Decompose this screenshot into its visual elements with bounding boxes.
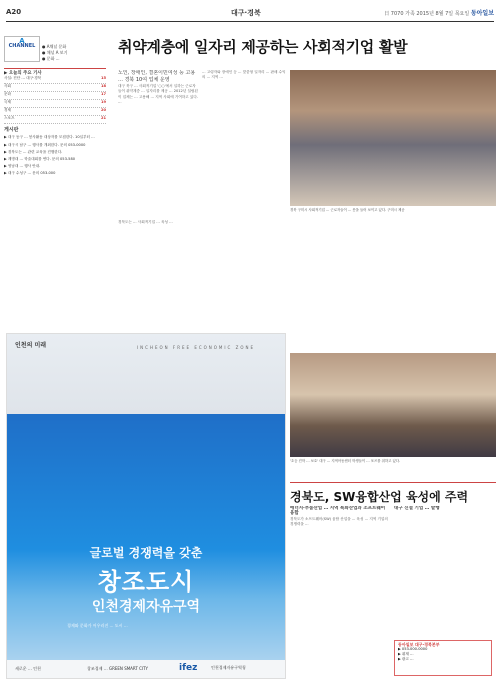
ad-main-title: 창조도시	[97, 568, 195, 596]
article-text: 대구 북구 … 사회적기업 '○○'에서 일하는 근로자들이 취약계층 … 일자리를 제공 … 2012년 설립된 이 업체는 … 고용해 … 지역 사회에 기여하고 있다. …	[118, 84, 198, 105]
channel-item: ● 채널 A 보기	[42, 50, 68, 55]
notice-item: ▶ 대구 동구 … 봉사활동 대상자를 모집한다. 10일부터 …	[4, 135, 95, 140]
photo-caption-2: '초등 진학 … 보호' 대구 … 지역아동센터 학생들이 … 포즈를 취하고 있다.	[290, 459, 401, 463]
article-column-3	[290, 506, 388, 676]
article-lead: 노인, 장애인, 결혼이민여성 등 고용 … 경북 10여 업체 운영	[118, 70, 196, 83]
ad-footer-text: 새로운 … 인천	[15, 666, 41, 671]
article-text: 경북도가 소프트웨어(SW) 융합 산업을 … 육성 … 지역 기업의 경쟁력을 …	[290, 516, 388, 527]
table-of-contents	[4, 68, 106, 124]
page-header	[6, 8, 494, 20]
page-number: A20	[6, 8, 22, 16]
contact-line: ▶ 053-000-0000	[398, 647, 428, 651]
notice-item: ▶ 계명대 … 학술대회를 연다. 문의 053-580	[4, 157, 76, 162]
photo-caption: 경북 구미시 사회적기업 … 근로자들이 … 옷을 들어 보이고 있다. 구미시 제공	[290, 208, 405, 212]
toc-row[interactable]: 스포츠 21	[4, 116, 106, 124]
article-photo	[290, 70, 496, 206]
channel-logo-mark: A	[19, 37, 25, 45]
notice-item: ▶ 경북도는 … 관련 교육을 진행한다.	[4, 149, 63, 154]
ad-footer-slogan: 창조경제 … GREEN SMART CITY	[87, 666, 148, 671]
notice-item: ▶ 영남대 … 행사 안내.	[4, 164, 41, 169]
channel-list	[42, 44, 68, 62]
sidebar	[4, 36, 106, 318]
header-meta	[384, 8, 494, 17]
ad-footer	[7, 660, 285, 678]
contact-box	[394, 640, 492, 676]
article-text: … 고령자와 장애인 등 … 맞춤형 일자리 … 판매 수익의 … 지역 …	[202, 70, 286, 80]
notice-item: ▶ 대구 수성구 … 문의 053-000	[4, 171, 56, 176]
channel-item: ● A채널 문화	[42, 44, 67, 49]
toc-row[interactable]: 국제 19	[4, 100, 106, 108]
ad-logo: 인천의 미래	[15, 342, 47, 349]
article-column-4	[394, 506, 492, 636]
article-column-1	[118, 70, 198, 210]
ifez-logo: ifez	[179, 663, 198, 673]
advertisement[interactable]	[6, 333, 286, 679]
toc-row[interactable]: 사설: 진단 … 대구·경북 15	[4, 76, 106, 84]
header-divider	[6, 21, 494, 22]
article-text: 경북도는 … 사회적기업 … 육성 …	[118, 220, 173, 224]
notice-title: 게시판	[4, 127, 19, 134]
notice-item: ▶ 대구시 남구 … 행사를 개최한다. 문의 053-0000	[4, 142, 86, 147]
toc-title: ▶ 오늘의 주요 기사	[4, 71, 42, 76]
article-subhead-2: 대구 신설 기업 … 발행	[394, 506, 440, 511]
channel-item: ● 문화 ...	[42, 56, 60, 61]
article-headline: 취약계층에 일자리 제공하는 사회적기업 활발	[118, 38, 408, 56]
contact-title: 동아일보 대구·경북본부	[398, 642, 440, 647]
channel-logo-text: CHANNEL	[8, 43, 36, 50]
ad-logo-english: INCHEON FREE ECONOMIC ZONE	[137, 345, 256, 350]
section-title: 대구·경북	[231, 9, 261, 17]
article-column-2	[202, 70, 286, 210]
ad-body: 경제와 문화가 어우러진 … 도시 …	[67, 623, 128, 628]
ad-secondary-title: 인천경제자유구역	[91, 599, 201, 615]
section-divider	[290, 482, 496, 483]
ad-subtitle: 글로벌 경쟁력을 갖춘	[89, 546, 203, 560]
toc-row[interactable]: 사회 18	[4, 84, 106, 92]
toc-row[interactable]: 문화 17	[4, 92, 106, 100]
ad-footer-org: 인천경제자유구역청	[211, 665, 246, 670]
contact-line: ▶ 취재 …	[398, 652, 414, 656]
article-body	[118, 220, 494, 324]
date-line: 日 7070 가족 2015년 8월 7일 목요일	[384, 11, 470, 17]
contact-line: ▶ 광고 …	[398, 657, 414, 661]
brand-name: 동아일보	[470, 10, 494, 17]
article-headline-2: 경북도, SW융합산업 육성에 주력	[290, 490, 469, 504]
toc-row[interactable]: 경제 20	[4, 108, 106, 116]
article-photo-2	[290, 353, 496, 457]
article-subhead: 에너지·부품산업 … 지역 특화산업과 소프트웨어 융합	[290, 506, 386, 517]
channel-logo	[4, 36, 40, 62]
